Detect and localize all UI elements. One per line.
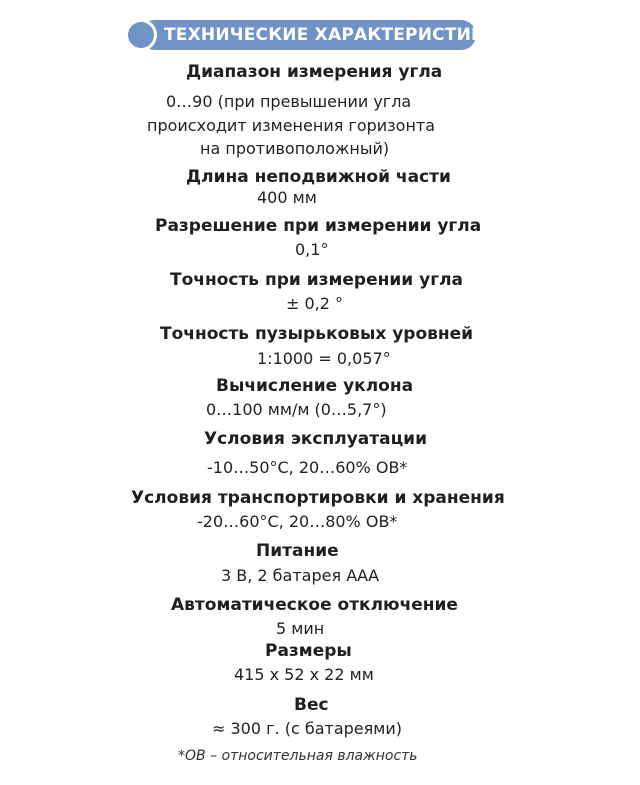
spec-label-storage-conditions: Условия транспортировки и хранения <box>131 488 505 508</box>
spec-label-dimensions: Размеры <box>265 641 352 661</box>
spec-label-operating-conditions: Условия эксплуатации <box>204 429 428 449</box>
spec-label-bubble-accuracy: Точность пузырьковых уровней <box>160 324 474 344</box>
footnote: *ОВ – относительная влажность <box>178 748 418 764</box>
spec-value-auto-off: 5 мин <box>276 619 325 638</box>
spec-value-angle-range-line1: 0…90 (при превышении угла <box>166 92 412 111</box>
spec-value-weight: ≈ 300 г. (с батареями) <box>212 719 402 738</box>
spec-label-angle-range: Диапазон измерения угла <box>186 62 443 82</box>
spec-label-auto-off: Автоматическое отключение <box>171 595 458 615</box>
spec-value-fixed-length: 400 мм <box>257 188 317 207</box>
spec-label-power: Питание <box>256 541 339 561</box>
spec-value-operating-conditions: -10…50°С, 20…60% ОВ* <box>207 458 408 477</box>
spec-value-resolution: 0,1° <box>295 240 329 259</box>
spec-value-slope: 0…100 мм/м (0…5,7°) <box>206 400 387 419</box>
spec-value-angle-range-line2: происходит изменения горизонта <box>147 116 436 135</box>
spec-value-storage-conditions: -20…60°С, 20…80% ОВ* <box>197 512 398 531</box>
spec-label-slope: Вычисление уклона <box>216 376 414 396</box>
spec-value-dimensions: 415 х 52 х 22 мм <box>234 665 374 684</box>
spec-value-angle-range-line3: на противоположный) <box>200 139 390 158</box>
bullet-circle-icon <box>128 22 154 48</box>
spec-label-resolution: Разрешение при измерении угла <box>155 216 482 236</box>
section-header <box>128 20 500 50</box>
spec-value-bubble-accuracy: 1:1000 = 0,057° <box>257 349 391 368</box>
spec-value-power: 3 В, 2 батарея ААА <box>221 566 380 585</box>
section-title: ТЕХНИЧЕСКИЕ ХАРАКТЕРИСТИКИ <box>164 25 500 45</box>
spec-value-accuracy: ± 0,2 ° <box>286 294 344 313</box>
spec-label-weight: Вес <box>294 695 329 715</box>
spec-label-fixed-length: Длина неподвижной части <box>186 167 451 187</box>
spec-label-accuracy: Точность при измерении угла <box>170 270 464 290</box>
